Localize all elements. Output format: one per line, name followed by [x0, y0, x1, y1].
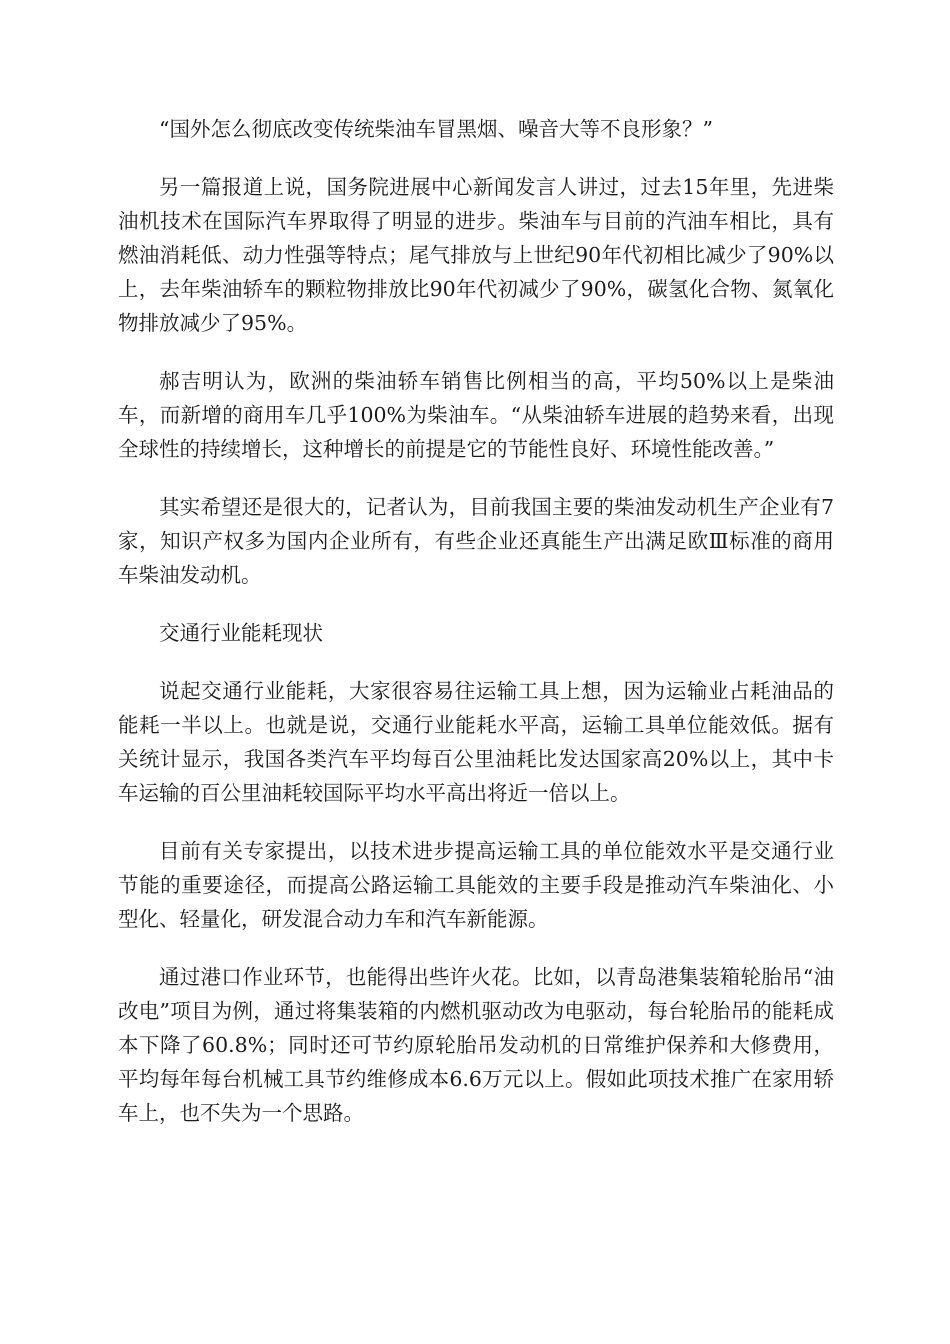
paragraph-expert-proposal: 目前有关专家提出，以技术进步提高运输工具的单位能效水平是交通行业节能的重要途径，而提高公路运输工具能效的主要手段是推动汽车柴油化、小型化、轻量化，研发混合动力车和汽车新能源。	[118, 839, 834, 931]
paragraph-transport-consumption: 说起交通行业能耗，大家很容易往运输工具上想，因为运输业占耗油品的能耗一半以上。也就是说，交通行业能耗水平高，运输工具单位能效低。据有关统计显示，我国各类汽车平均每百公里油耗比发达国家高20%以上，其中卡车运输的百公里油耗较国际平均水平高出将近一倍以上。	[118, 679, 834, 805]
document-body	[118, 112, 834, 1154]
paragraph-quote-question: “国外怎么彻底改变传统柴油车冒黑烟、噪音大等不良形象？”	[159, 117, 713, 141]
paragraph-hao-jiming: 郝吉明认为，欧洲的柴油轿车销售比例相当的高，平均50%以上是柴油车，而新增的商用车几乎100%为柴油车。“从柴油轿车进展的趋势来看，出现全球性的持续增长，这种增长的前提是它的节能性良好、环境性能改善。”	[118, 369, 834, 461]
paragraph-qingdao-port: 通过港口作业环节，也能得出些许火花。比如，以青岛港集装箱轮胎吊“油改电”项目为例，通过将集装箱的内燃机驱动改为电驱动，每台轮胎吊的能耗成本下降了60.8%；同时还可节约原轮胎吊发动机的日常维护保养和大修费用，平均每年每台机械工具节约维修成本6.6万元以上。假如此项技术推广在家用轿车上，也不失为一个思路。	[118, 965, 834, 1125]
paragraph-domestic-engines: 其实希望还是很大的，记者认为，目前我国主要的柴油发动机生产企业有7家，知识产权多为国内企业所有，有些企业还真能生产出满足欧Ⅲ标准的商用车柴油发动机。	[118, 495, 834, 587]
section-heading-transport-energy: 交通行业能耗现状	[159, 621, 323, 645]
paragraph-state-council-report: 另一篇报道上说，国务院进展中心新闻发言人讲过，过去15年里，先进柴油机技术在国际汽车界取得了明显的进步。柴油车与目前的汽油车相比，具有燃油消耗低、动力性强等特点；尾气排放与上世纪90年代初相比减少了90%以上，去年柴油轿车的颗粒物排放比90年代初减少了90%，碳氢化合物、氮氧化物排放减少了95%。	[118, 175, 834, 335]
